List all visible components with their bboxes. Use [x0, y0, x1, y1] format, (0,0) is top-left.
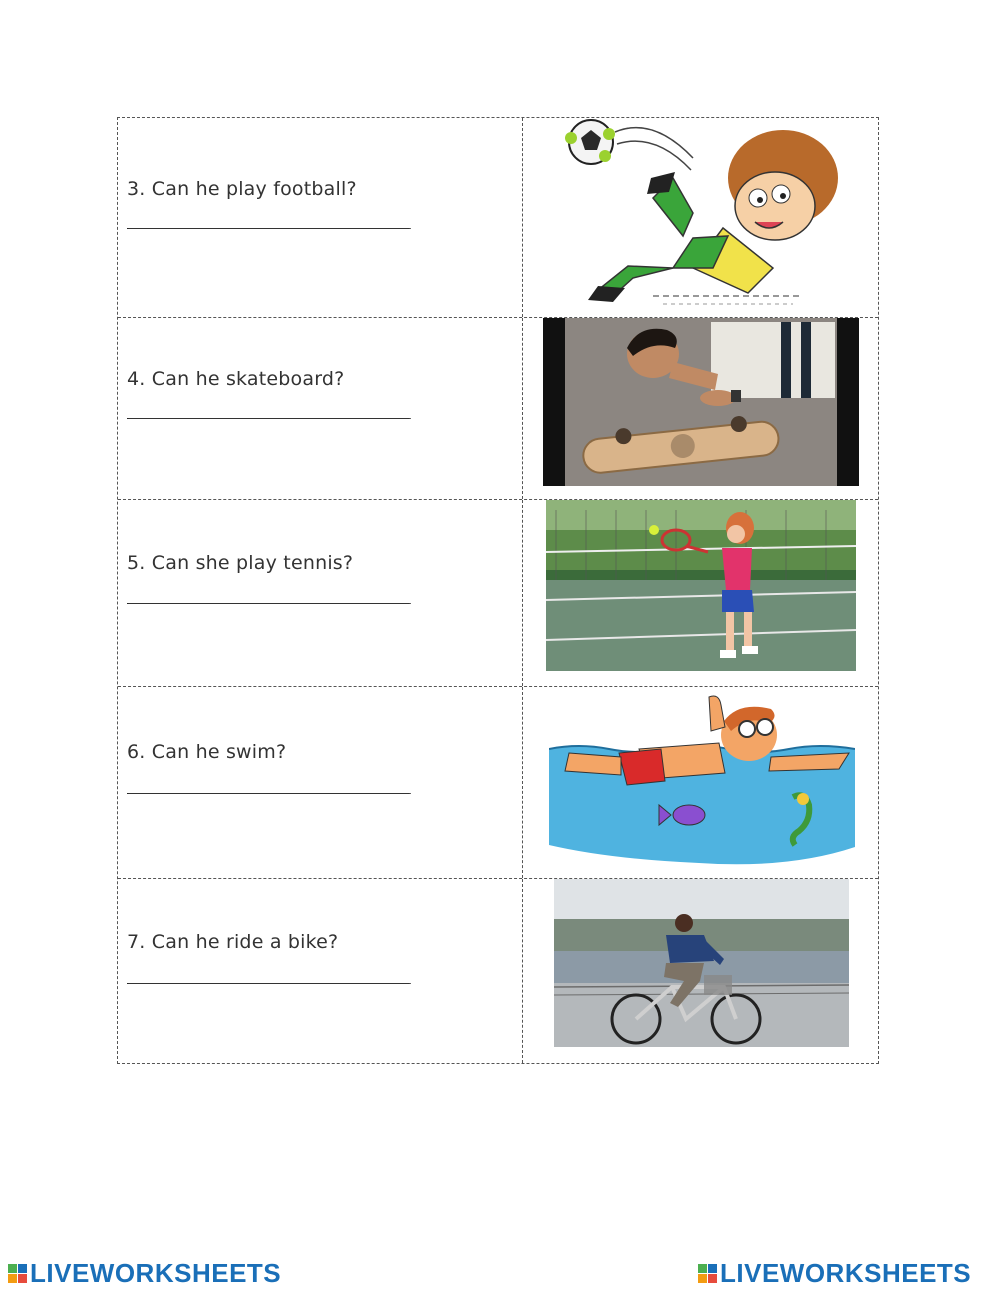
question-row-4: [118, 317, 878, 499]
answer-input-tennis[interactable]: [127, 603, 411, 604]
question-text: [127, 931, 338, 953]
image-cell: [523, 118, 878, 317]
question-cell: [118, 118, 523, 317]
question-cell: [118, 318, 523, 499]
question-label: Can she play tennis?: [151, 552, 354, 574]
skateboard-fall-photo: [543, 318, 859, 486]
football-boy-image: [543, 118, 855, 308]
question-text: [127, 178, 357, 200]
question-number: 3.: [127, 178, 146, 200]
question-text: [127, 552, 353, 574]
answer-input-bike[interactable]: [127, 983, 411, 984]
liveworksheets-mark-icon: [8, 1264, 27, 1283]
question-number: 5.: [127, 552, 146, 574]
question-cell: [118, 500, 523, 686]
question-label: Can he ride a bike?: [151, 931, 339, 953]
question-row-3: [118, 118, 878, 317]
answer-input-swim[interactable]: [127, 793, 411, 794]
answer-input-skateboard[interactable]: [127, 418, 411, 419]
question-label: Can he skateboard?: [151, 368, 345, 390]
logo-text: LIVEWORKSHEETS: [720, 1258, 972, 1288]
answer-input-football[interactable]: [127, 228, 411, 229]
question-text: [127, 368, 344, 390]
question-number: 6.: [127, 741, 146, 763]
question-number: 7.: [127, 931, 146, 953]
question-text: [127, 741, 286, 763]
question-row-7: [118, 878, 878, 1063]
cycling-man-photo: [554, 879, 849, 1047]
question-cell: [118, 879, 523, 1063]
question-label: Can he play football?: [151, 178, 357, 200]
question-cell: [118, 687, 523, 878]
image-cell: [523, 500, 878, 686]
question-label: Can he swim?: [151, 741, 287, 763]
swimming-boy-image: [549, 687, 855, 865]
image-cell: [523, 318, 878, 499]
worksheet-table: [117, 117, 879, 1064]
logo-text: LIVEWORKSHEETS: [30, 1258, 282, 1288]
question-number: 4.: [127, 368, 146, 390]
liveworksheets-mark-icon: [698, 1264, 717, 1283]
tennis-girl-photo: [546, 500, 856, 671]
liveworksheets-logo-right: [698, 1258, 971, 1289]
image-cell: [523, 687, 878, 878]
image-cell: [523, 879, 878, 1063]
question-row-5: [118, 499, 878, 686]
question-row-6: [118, 686, 878, 878]
liveworksheets-logo-left: [8, 1258, 281, 1289]
